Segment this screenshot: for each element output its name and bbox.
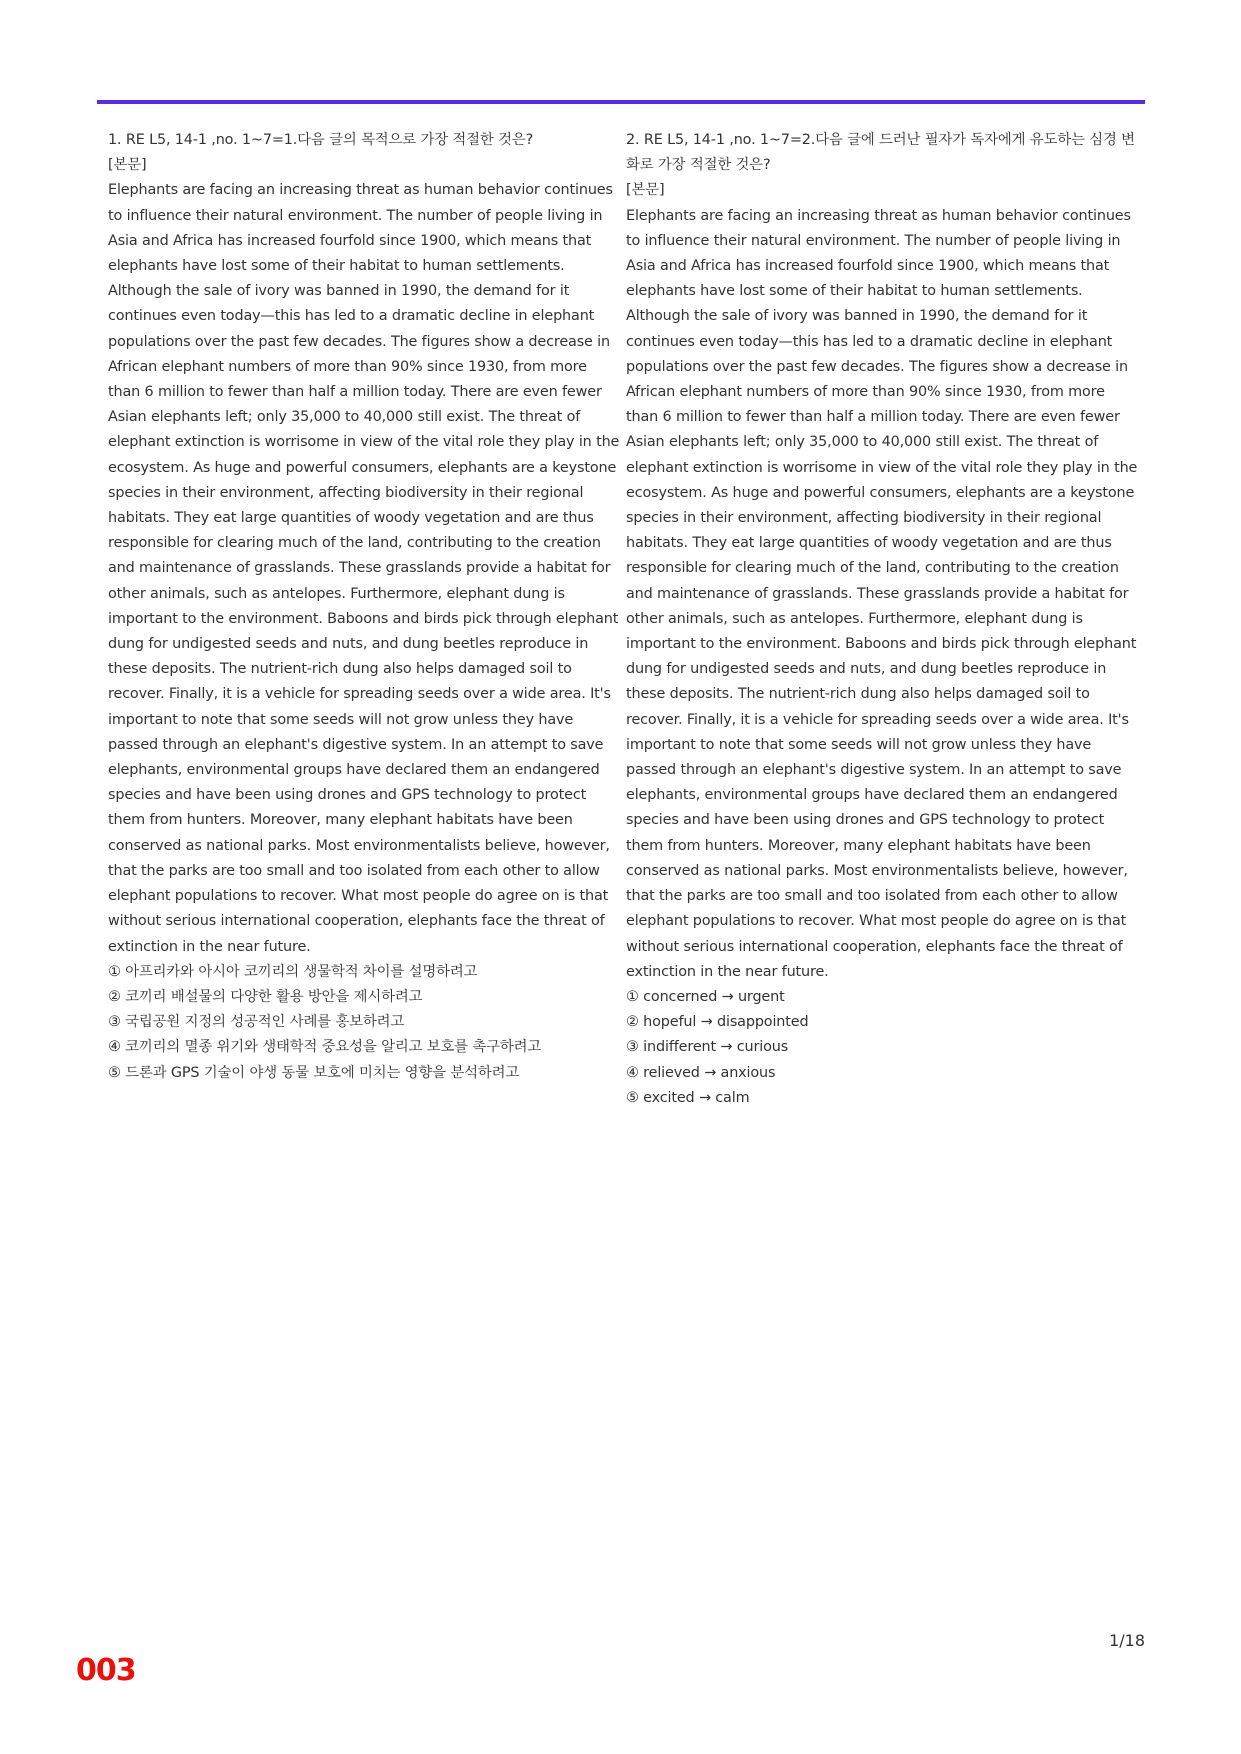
question-2-title: 2. RE L5, 14-1 ,no. 1~7=2.다음 글에 드러난 필자가 독자에게 유도하는 심경 변화로 가장 적절한 것은?: [626, 132, 1135, 174]
question-1-section-label: [본문]: [108, 157, 147, 174]
question-2-option-3: ③ indifferent → curious: [626, 1039, 789, 1056]
question-1-passage: Elephants are facing an increasing threat as human behavior continues to influence their natural environment. The number of people living in Asia and Africa has increased fourfold since 1900, which means that elephants have lost some of their habitat to human settlements. Although the sale of ivory was banned in 1990, the demand for it continues even today—this has led to a dramatic decline in elephant populations over the past few decades. The figures show a decrease in African elephant numbers of more than 90% since 1930, from more than 6 million to fewer than half a million today. There are even fewer Asian elephants left; only 35,000 to 40,000 still exist. The threat of elephant extinction is worrisome in view of the vital role they play in the ecosystem. As huge and powerful consumers, elephants are a keystone species in their environment, affecting biodiversity in their regional habitats. They eat large quantities of woody vegetation and are thus responsible for clearing much of the land, contributing to the creation and maintenance of grasslands. These grasslands provide a habitat for other animals, such as antelopes. Furthermore, elephant dung is important to the environment. Baboons and birds pick through elephant dung for undigested seeds and nuts, and dung beetles reproduce in these deposits. The nutrient-rich dung also helps damaged soil to recover. Finally, it is a vehicle for spreading seeds over a wide area. It's important to note that some seeds will not grow unless they have passed through an elephant's digestive system. In an attempt to save elephants, environmental groups have declared them an endangered species and have been using drones and GPS technology to protect them from hunters. Moreover, many elephant habitats have been conserved as national parks. Most environmentalists believe, however, that the parks are too small and too isolated from each other to allow elephant populations to recover. What most people do agree on is that without serious international cooperation, elephants face the threat of extinction in the near future.: [108, 182, 620, 955]
question-2-option-2: ② hopeful → disappointed: [626, 1014, 809, 1031]
question-1-option-5: ⑤ 드론과 GPS 기술이 야생 동물 보호에 미치는 영향을 분석하려고: [108, 1064, 520, 1081]
header-rule: [97, 100, 1145, 104]
question-2-option-1: ① concerned → urgent: [626, 988, 785, 1005]
question-1: [108, 128, 620, 1086]
page-number: 1/18: [1109, 1631, 1145, 1650]
question-1-options: [108, 960, 620, 1086]
question-2: [626, 128, 1138, 1111]
question-2-section-label: [본문]: [626, 182, 665, 199]
question-2-options: [626, 985, 1138, 1111]
question-1-title: 1. RE L5, 14-1 ,no. 1~7=1.다음 글의 목적으로 가장 적절한 것은?: [108, 132, 534, 148]
question-2-passage: Elephants are facing an increasing threat as human behavior continues to influence their natural environment. The number of people living in Asia and Africa has increased fourfold since 1900, which means that elephants have lost some of their habitat to human settlements. Although the sale of ivory was banned in 1990, the demand for it continues even today—this has led to a dramatic decline in elephant populations over the past few decades. The figures show a decrease in African elephant numbers of more than 90% since 1930, from more than 6 million to fewer than half a million today. There are even fewer Asian elephants left; only 35,000 to 40,000 still exist. The threat of elephant extinction is worrisome in view of the vital role they play in the ecosystem. As huge and powerful consumers, elephants are a keystone species in their environment, affecting biodiversity in their regional habitats. They eat large quantities of woody vegetation and are thus responsible for clearing much of the land, contributing to the creation and maintenance of grasslands. These grasslands provide a habitat for other animals, such as antelopes. Furthermore, elephant dung is important to the environment. Baboons and birds pick through elephant dung for undigested seeds and nuts, and dung beetles reproduce in these deposits. The nutrient-rich dung also helps damaged soil to recover. Finally, it is a vehicle for spreading seeds over a wide area. It's important to note that some seeds will not grow unless they have passed through an elephant's digestive system. In an attempt to save elephants, environmental groups have declared them an endangered species and have been using drones and GPS technology to protect them from hunters. Moreover, many elephant habitats have been conserved as national parks. Most environmentalists believe, however, that the parks are too small and too isolated from each other to allow elephant populations to recover. What most people do agree on is that without serious international cooperation, elephants face the threat of extinction in the near future.: [626, 207, 1138, 980]
page-code: 003: [76, 1653, 136, 1688]
question-1-option-3: ③ 국립공원 지정의 성공적인 사례를 홍보하려고: [108, 1014, 405, 1031]
question-2-option-4: ④ relieved → anxious: [626, 1064, 776, 1081]
question-1-option-4: ④ 코끼리의 멸종 위기와 생태학적 중요성을 알리고 보호를 촉구하려고: [108, 1039, 542, 1056]
question-2-option-5: ⑤ excited → calm: [626, 1089, 750, 1106]
question-1-option-1: ① 아프리카와 아시아 코끼리의 생물학적 차이를 설명하려고: [108, 963, 478, 980]
question-1-option-2: ② 코끼리 배설물의 다양한 활용 방안을 제시하려고: [108, 988, 423, 1005]
